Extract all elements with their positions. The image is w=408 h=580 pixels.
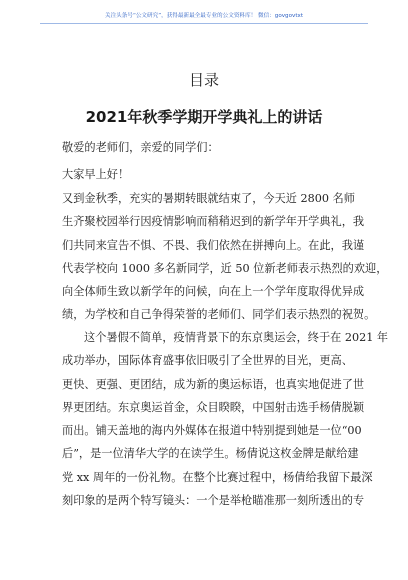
greeting-line: 大家早上好！ xyxy=(62,168,130,181)
paragraph-1 xyxy=(62,187,388,327)
paragraph-1-line: 生齐聚校园举行因疫情影响而稍稍迟到的新学年开学典礼，我 xyxy=(62,215,365,229)
paragraph-1-line: 又到金秋季，充实的暑期转眼就结束了，今天近 2800 名师 xyxy=(62,192,355,205)
document-title: 2021年秋季学期开学典礼上的讲话 xyxy=(85,108,323,126)
paragraph-2-line: 更快、更强、更团结，成为新的奥运标语，也真实地促进了世 xyxy=(62,377,365,391)
paragraph-2-line: 这个暑假不简单，疫情背景下的东京奥运会，终于在 2021 年 xyxy=(84,331,389,344)
banner-text: 关注头条号“公文研究”，获得最新最全最专业的公文资料库！ 微信：govgovtxt xyxy=(104,13,304,19)
paragraph-2 xyxy=(62,326,389,512)
paragraph-2-line: 党 xx 周年的一份礼物。在整个比赛过程中，杨倩给我留下最深 xyxy=(62,470,373,484)
salutation: 敬爱的老师们，亲爱的同学们： xyxy=(62,141,219,154)
paragraph-2-line: 后”，是一位清华大学的在读学生。杨倩说这枚金牌是献给建 xyxy=(62,447,359,461)
paragraph-2-line: 而出。铺天盖地的海内外媒体在报道中特别提到她是一位“00 xyxy=(62,424,362,438)
paragraph-1-line: 向全体师生致以新学年的问候，向在上一个学年度取得优异成 xyxy=(62,285,365,299)
paragraph-1-line: 们共同来宣告不惧、不畏、我们依然在拼搏向上。在此，我谨 xyxy=(62,238,365,252)
paragraph-2-line: 刻印象的是两个特写镜头：一个是举枪瞄准那一刻所透出的专 xyxy=(62,494,365,508)
header-banner xyxy=(40,10,368,24)
paragraph-2-line: 成功举办，国际体育盛事依旧吸引了全世界的目光，更高、 xyxy=(62,354,353,368)
paragraph-2-line: 界更团结。东京奥运首金，众目睽睽，中国射击选手杨倩脱颖 xyxy=(62,400,365,414)
paragraph-1-line: 绩，为学校和自己争得荣誉的老师们、同学们表示热烈的祝贺。 xyxy=(62,308,376,322)
toc-heading: 目录 xyxy=(188,71,219,89)
paragraph-1-line: 代表学校向 1000 多名新同学，近 50 位新老师表示热烈的欢迎， xyxy=(62,261,388,275)
